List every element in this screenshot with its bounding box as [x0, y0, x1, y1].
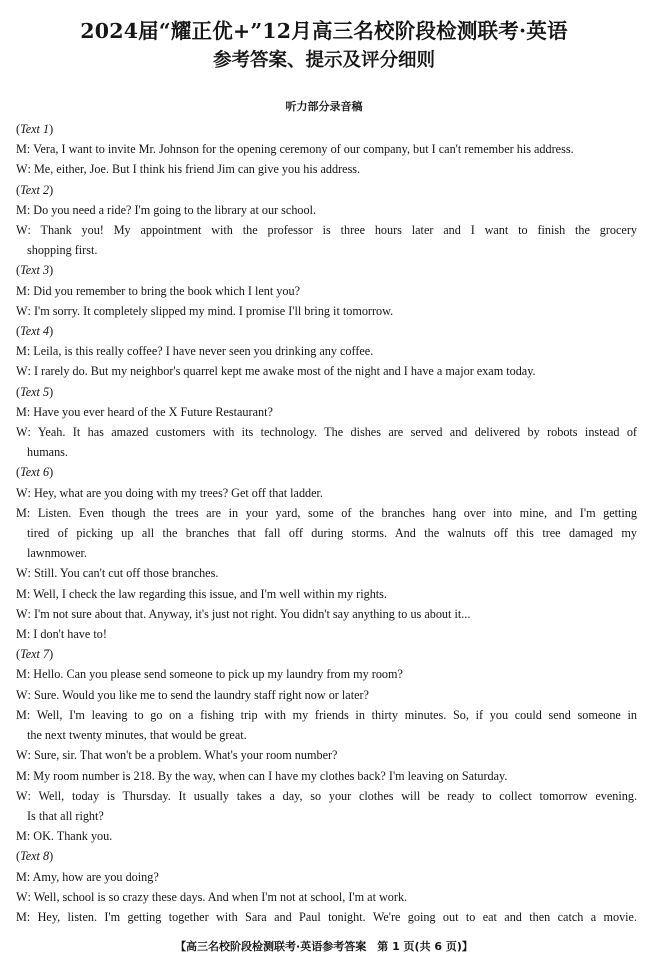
dialogue-text: OK. Thank you. [33, 829, 113, 844]
dialogue-line: M: My room number is 218. By the way, when can I have my clothes back? I'm leaving on Saturday. [16, 766, 637, 786]
text-section-header: (Text 6) [16, 465, 54, 480]
dialogue-line: M: Hello. Can you please send someone to pick up my laundry from my room? [16, 664, 637, 684]
dialogue-continuation [16, 543, 637, 563]
dialogue-text: Thank you! My appointment with the professor is three hours later and I want to finish the grocery [40, 223, 637, 238]
speaker-label: W [16, 162, 28, 177]
text-section-header: (Text 2) [16, 182, 54, 197]
dialogue-text: tired of picking up all the branches that fall off during storms. And the walnuts off this tree damaged my [27, 526, 637, 541]
dialogue-line: M: Leila, is this really coffee? I have never seen you drinking any coffee. [16, 341, 637, 361]
dialogue-text: Listen. Even though the trees are in your yard, some of the branches hang over into mine, and I'm getting [37, 505, 637, 520]
text-section-label: Text 1 [20, 122, 50, 136]
dialogue-text: Do you need a ride? I'm going to the library at our school. [33, 202, 317, 217]
speaker-label: W [16, 788, 28, 803]
speaker-label: W [16, 606, 28, 621]
text-section-label: Text 3 [20, 263, 50, 278]
speaker-label: M [16, 142, 27, 157]
dialogue-line: W: Thank you! My appointment with the professor is three hours later and I want to finish the grocery [16, 220, 637, 240]
dialogue-text: My room number is 218. By the way, when can I have my clothes back? I'm leaving on Saturday. [33, 768, 508, 783]
dialogue-line: W: Still. You can't cut off those branches. [16, 563, 637, 583]
speaker-label: W [16, 303, 28, 318]
text-section-header: (Text 1) [16, 122, 54, 136]
dialogue-text: Hey, listen. I'm getting together with Sara and Paul tonight. We're going out to eat and then catch a movie. [37, 909, 638, 924]
dialogue-line: W: Yeah. It has amazed customers with its technology. The dishes are served and delivered by robots instead of [16, 422, 637, 442]
dialogue-line: W: Sure. Would you like me to send the laundry staff right now or later? [16, 685, 637, 705]
section-title: 听力部分录音稿 [285, 100, 363, 113]
page-footer: 【高三名校阶段检测联考·英语参考答案 第 1 页(共 6 页)】 [175, 940, 473, 953]
text-section-label: Text 6 [20, 465, 50, 480]
speaker-label: M [16, 829, 27, 844]
dialogue-text: shopping first. [27, 243, 98, 258]
dialogue-line: W: Hey, what are you doing with my trees? Get off that ladder. [16, 483, 637, 503]
dialogue-text: Did you remember to bring the book which I lent you? [33, 283, 300, 298]
dialogue-line: M: Did you remember to bring the book which I lent you? [16, 281, 637, 301]
speaker-label: W [16, 485, 28, 500]
exam-subtitle: 参考答案、提示及评分细则 [212, 50, 435, 71]
speaker-label: W [16, 425, 28, 440]
dialogue-line: M: I don't have to! [16, 624, 637, 644]
dialogue-text: Hey, what are you doing with my trees? Get off that ladder. [33, 485, 323, 500]
dialogue-line: W: I'm sorry. It completely slipped my mind. I promise I'll bring it tomorrow. [16, 301, 637, 321]
dialogue-line: W: Me, either, Joe. But I think his friend Jim can give you his address. [16, 159, 637, 179]
text-section-label: Text 2 [20, 182, 50, 197]
speaker-label: M [16, 707, 27, 722]
dialogue-text: I'm sorry. It completely slipped my mind. I promise I'll bring it tomorrow. [33, 303, 394, 318]
dialogue-text: Have you ever heard of the X Future Restaurant? [33, 404, 273, 419]
dialogue-text: Sure. Would you like me to send the laundry staff right now or later? [33, 687, 369, 702]
speaker-label: M [16, 202, 27, 217]
dialogue-text: Sure, sir. That won't be a problem. What's your room number? [33, 748, 338, 763]
dialogue-text: Vera, I want to invite Mr. Johnson for the opening ceremony of our company, but I can't remember his address. [33, 142, 574, 157]
speaker-label: M [16, 505, 27, 520]
speaker-label: W [16, 889, 28, 904]
dialogue-text: Hello. Can you please send someone to pick up my laundry from my room? [33, 667, 403, 682]
text-section-label: Text 7 [20, 647, 50, 662]
dialogue-text: Is that all right? [27, 808, 104, 823]
speaker-label: M [16, 627, 27, 642]
dialogue-text: Well, I check the law regarding this issue, and I'm well within my rights. [33, 586, 387, 601]
dialogue-text: Well, today is Thursday. It usually takes a day, so your clothes will be ready to collect tomorrow evening. [38, 788, 638, 803]
dialogue-text: Leila, is this really coffee? I have never seen you drinking any coffee. [33, 344, 374, 359]
dialogue-line: M: Hey, listen. I'm getting together with Sara and Paul tonight. We're going out to eat and then catch a movie. [16, 907, 637, 927]
speaker-label: W [16, 364, 28, 379]
dialogue-continuation [16, 240, 637, 260]
text-section-header: (Text 4) [16, 324, 54, 339]
text-section-label: Text 5 [20, 384, 50, 399]
dialogue-continuation [16, 442, 637, 462]
dialogue-text: Well, school is so crazy these days. And when I'm not at school, I'm at work. [33, 889, 408, 904]
dialogue-line: W: Sure, sir. That won't be a problem. What's your room number? [16, 745, 637, 765]
text-section-label: Text 4 [20, 324, 50, 339]
dialogue-line: M: Do you need a ride? I'm going to the library at our school. [16, 200, 637, 220]
speaker-label: M [16, 909, 27, 924]
dialogue-text: I rarely do. But my neighbor's quarrel kept me awake most of the night and I have a major exam today. [33, 364, 536, 379]
speaker-label: W [16, 748, 28, 763]
dialogue-line: M: OK. Thank you. [16, 826, 637, 846]
dialogue-text: Still. You can't cut off those branches. [33, 566, 219, 581]
dialogue-continuation [16, 523, 637, 543]
dialogue-continuation [16, 725, 637, 745]
text-section-header: (Text 8) [16, 849, 54, 864]
dialogue-line: W: I rarely do. But my neighbor's quarrel kept me awake most of the night and I have a major exam today. [16, 361, 637, 381]
speaker-label: W [16, 687, 28, 702]
speaker-label: M [16, 869, 27, 884]
dialogue-line: W: I'm not sure about that. Anyway, it's just not right. You didn't say anything to us about it... [16, 604, 637, 624]
speaker-label: M [16, 768, 27, 783]
speaker-label: M [16, 283, 27, 298]
text-section-header: (Text 7) [16, 647, 54, 662]
dialogue-text: I'm not sure about that. Anyway, it's just not right. You didn't say anything to us about it... [33, 606, 471, 621]
dialogue-text: Yeah. It has amazed customers with its technology. The dishes are served and delivered by robots instead of [37, 425, 637, 440]
dialogue-line: W: Well, school is so crazy these days. And when I'm not at school, I'm at work. [16, 887, 637, 907]
dialogue-line: M: Well, I check the law regarding this issue, and I'm well within my rights. [16, 584, 637, 604]
dialogue-line: M: Vera, I want to invite Mr. Johnson for the opening ceremony of our company, but I can't remember his address. [16, 139, 637, 159]
listening-transcript [16, 119, 637, 927]
speaker-label: M [16, 404, 27, 419]
dialogue-line: W: Well, today is Thursday. It usually takes a day, so your clothes will be ready to collect tomorrow evening. [16, 786, 637, 806]
text-section-header: (Text 5) [16, 384, 54, 399]
dialogue-line: M: Well, I'm leaving to go on a fishing trip with my friends in thirty minutes. So, if you could send someone in [16, 705, 637, 725]
dialogue-line: M: Have you ever heard of the X Future Restaurant? [16, 402, 637, 422]
dialogue-continuation [16, 806, 637, 826]
text-section-label: Text 8 [20, 849, 50, 864]
dialogue-text: lawnmower. [27, 546, 87, 561]
dialogue-line: M: Listen. Even though the trees are in your yard, some of the branches hang over into mine, and I'm getting [16, 503, 637, 523]
dialogue-line: M: Amy, how are you doing? [16, 867, 637, 887]
dialogue-text: Well, I'm leaving to go on a fishing trip with my friends in thirty minutes. So, if you could send someone in [36, 707, 638, 722]
speaker-label: M [16, 344, 27, 359]
exam-title: 2024届“耀正优+”12月高三名校阶段检测联考·英语 [80, 19, 568, 43]
speaker-label: M [16, 667, 27, 682]
dialogue-text: Me, either, Joe. But I think his friend Jim can give you his address. [33, 162, 361, 177]
dialogue-text: the next twenty minutes, that would be great. [27, 728, 247, 743]
speaker-label: W [16, 566, 28, 581]
text-section-header: (Text 3) [16, 263, 54, 278]
dialogue-text: I don't have to! [33, 627, 107, 642]
dialogue-text: Amy, how are you doing? [32, 869, 159, 884]
dialogue-text: humans. [27, 445, 68, 460]
speaker-label: M [16, 586, 27, 601]
speaker-label: W [16, 223, 28, 238]
